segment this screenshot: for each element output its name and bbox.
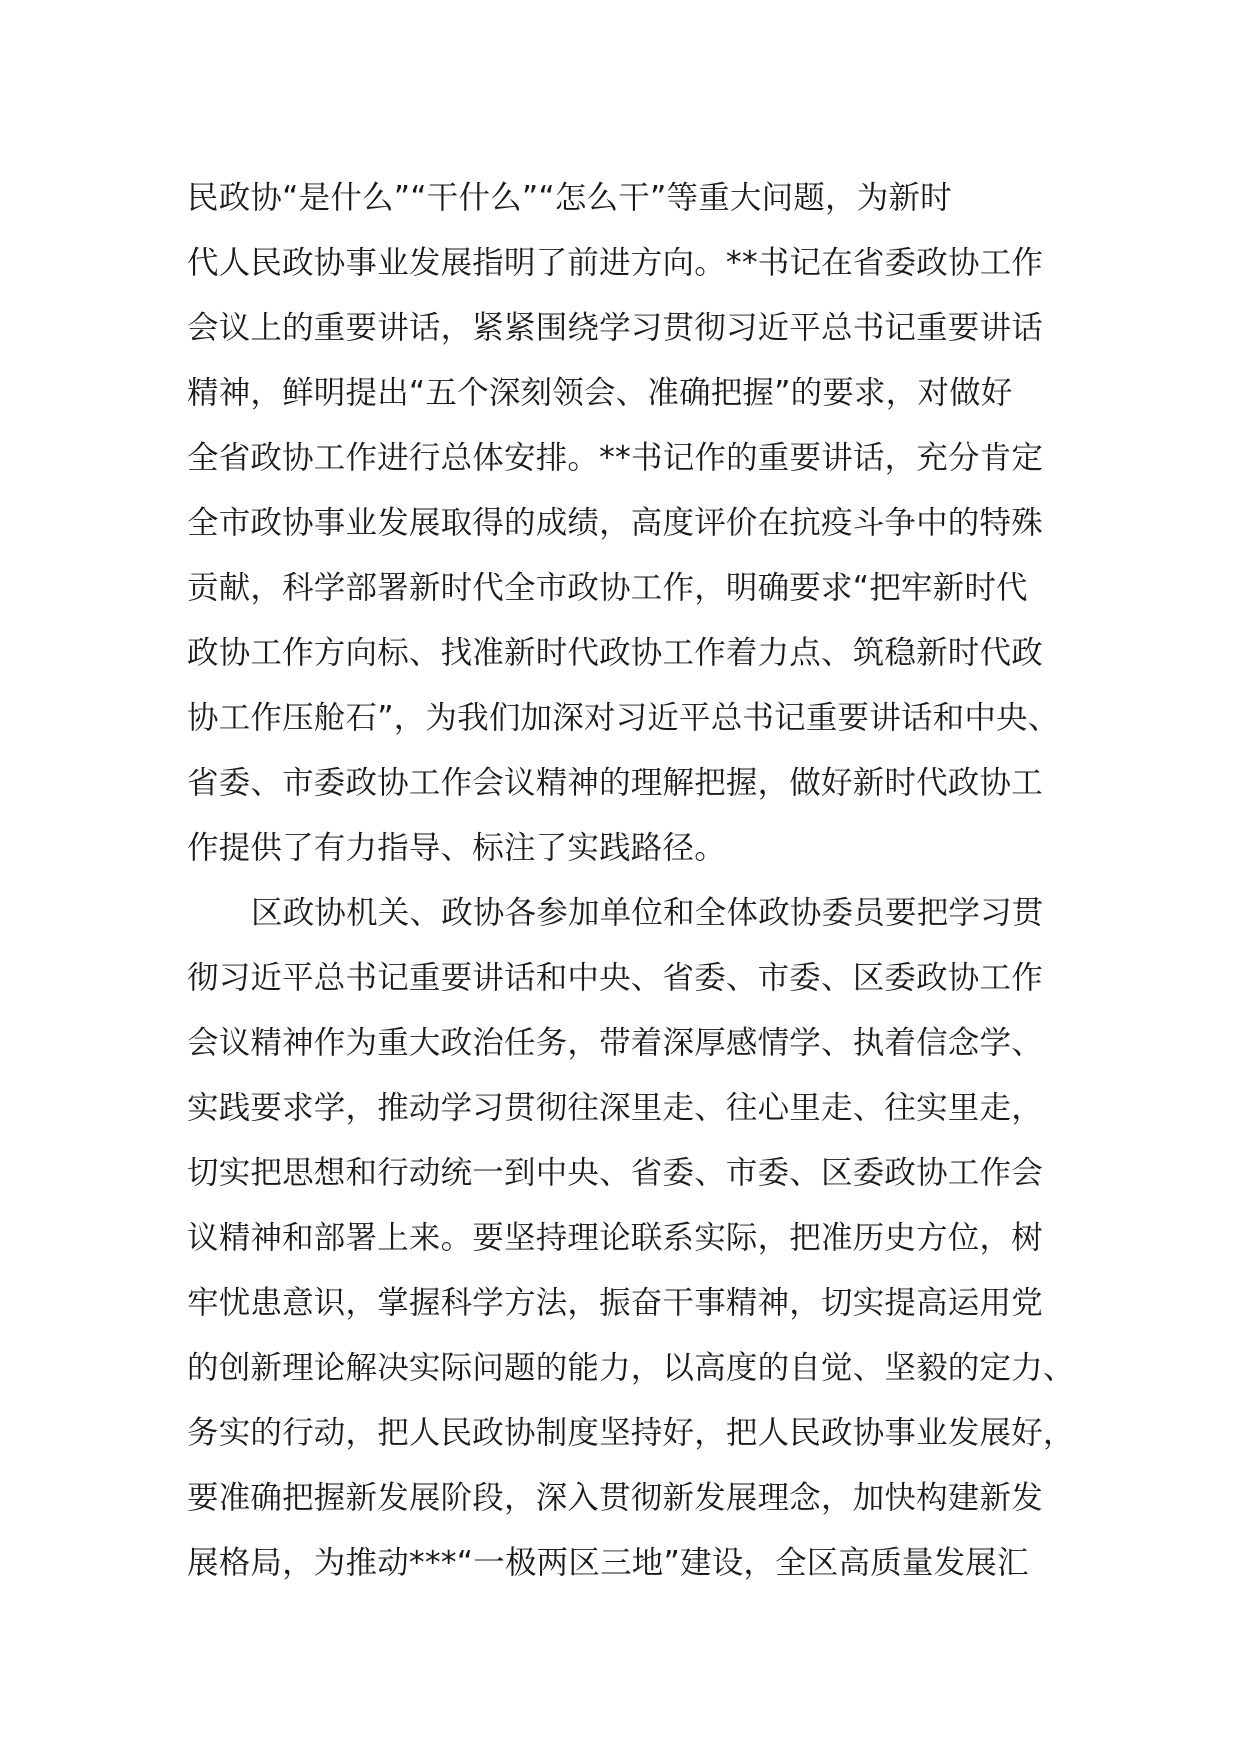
text-line: 政协工作方向标、找准新时代政协工作着力点、筑稳新时代政 xyxy=(187,635,1043,671)
paragraph-1 xyxy=(187,166,1087,881)
text-line: 全市政协事业发展取得的成绩，高度评价在抗疫斗争中的特殊 xyxy=(187,505,1043,541)
document-page xyxy=(187,166,1087,1596)
text-line-indented: 区政协机关、政协各参加单位和全体政协委员要把学习贯 xyxy=(251,895,1044,931)
text-line: 的创新理论解决实际问题的能力，以高度的自觉、坚毅的定力、 xyxy=(187,1350,1075,1386)
text-line: 代人民政协事业发展指明了前进方向。**书记在省委政协工作 xyxy=(187,245,1044,281)
text-line: 切实把思想和行动统一到中央、省委、市委、区委政协工作会 xyxy=(187,1155,1043,1191)
text-line: 协工作压舱石”，为我们加深对习近平总书记重要讲话和中央、 xyxy=(187,700,1060,736)
text-line: 会议上的重要讲话，紧紧围绕学习贯彻习近平总书记重要讲话 xyxy=(187,310,1043,346)
text-line: 贡献，科学部署新时代全市政协工作，明确要求“把牢新时代 xyxy=(187,570,1028,606)
text-line: 彻习近平总书记重要讲话和中央、省委、市委、区委政协工作 xyxy=(187,960,1043,996)
text-line: 作提供了有力指导、标注了实践路径。 xyxy=(187,830,726,866)
text-line: 省委、市委政协工作会议精神的理解把握，做好新时代政协工 xyxy=(187,765,1043,801)
text-line: 牢忧患意识，掌握科学方法，振奋干事精神，切实提高运用党 xyxy=(187,1285,1043,1321)
text-line: 实践要求学，推动学习贯彻往深里走、往心里走、往实里走， xyxy=(187,1090,1043,1126)
text-line: 务实的行动，把人民政协制度坚持好，把人民政协事业发展好， xyxy=(187,1415,1075,1451)
text-line: 全省政协工作进行总体安排。**书记作的重要讲话，充分肯定 xyxy=(187,440,1044,476)
text-line: 会议精神作为重大政治任务，带着深厚感情学、执着信念学、 xyxy=(187,1025,1043,1061)
text-line: 精神，鲜明提出“五个深刻领会、准确把握”的要求，对做好 xyxy=(187,375,1013,411)
text-line: 议精神和部署上来。要坚持理论联系实际，把准历史方位，树 xyxy=(187,1220,1043,1256)
text-line: 要准确把握新发展阶段，深入贯彻新发展理念，加快构建新发 xyxy=(187,1480,1043,1516)
paragraph-2 xyxy=(187,881,1087,1596)
text-line: 民政协“是什么”“干什么”“怎么干”等重大问题，为新时 xyxy=(187,180,952,216)
text-line: 展格局，为推动***“一极两区三地”建设，全区高质量发展汇 xyxy=(187,1545,1029,1581)
